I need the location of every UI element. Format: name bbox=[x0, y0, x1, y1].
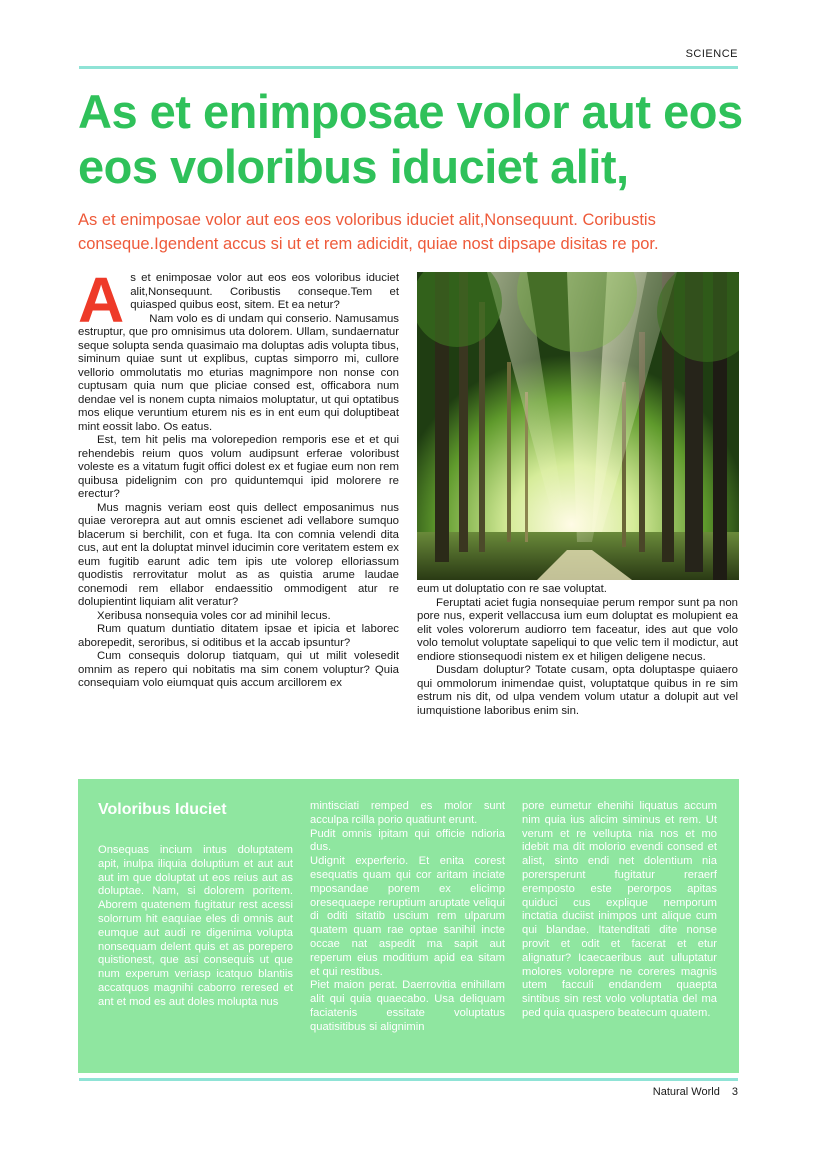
body-paragraph: Cum consequis dolorup tiatquam, qui ut milit volesedit omnim as repero qui nobitatis ma sim conem voluptur? Quia consequiam volo eiumquat quis accum arcillorem ex bbox=[78, 650, 399, 689]
sidebar-box bbox=[78, 779, 739, 1073]
sidebar-column-1 bbox=[98, 844, 293, 1010]
forest-photo bbox=[417, 272, 739, 580]
forest-sunlight-photo-icon bbox=[417, 272, 739, 580]
sidebar-paragraph: Udignit experferio. Et enita corest esequatis quam qui cor aritam inciate mposandae porem ex elicimp oresequaepe reruptium aruptate veliqui di oditi sitatib uscium rem ulparum quatem quam rae optae sanihil incte occae nat aspedit ma sapit aut reperum eius moditium apid ea sitam et qui restibus. bbox=[310, 855, 505, 978]
body-paragraph: Est, tem hit pelis ma volorepedion remporis ese et et qui rehendebis reium quos volum audipsunt erferae voloribust voleste es a vitatum fugit offici dolest ex et fugiae eum non rem quibusa pidelignim con pro quiduntemqui ipid molorere re erectur? bbox=[78, 434, 399, 500]
page-number: 3 bbox=[731, 1086, 738, 1098]
body-paragraph: Feruptati aciet fugia nonsequiae perum rempor sunt pa non pore nus, experit vellaccusa ium eum doluptat es molupient ea elit voles volorerum audiorro tem faceatur, ides aut que volo volo temolut voluptate sapeliqui to que velic tem il modictur, aut endiore stionsequodi nistem ex et hiligen deligene necus. bbox=[417, 596, 738, 663]
sidebar-paragraph: Piet maion perat. Daerrovitia enihillam alit qui quia quaecabo. Usa deliquam faciatenis essitate voluptatus quatisitibus si alignimin bbox=[310, 979, 505, 1033]
body-paragraph: Rum quatum duntiatio ditatem ipsae et ipicia et laborec aborepedit, seroribus, si oditibus et la accab ipsuntur? bbox=[78, 623, 399, 649]
body-paragraph: Nam volo es di undam qui conserio. Namusamus estruptur, que pro omnisimus uta dolorem. Ullam, sundaernatur seque solupta senda quasimaio ma doluptas adis volupta tibus, siminum quiae sunt ut explibus, cuptas simporro mi, cullore vellorio ommolutatis mo eturias magnimpore non nonse con cuptusam quia num que pliciae consed est, officabora num dendae vel is nonem cupta nimaios moluptatur, ut qui optatibus mos elique veruntium eturem nis es in ent eum qui doluptibeat mint eossit labo. Os eatus. bbox=[78, 312, 399, 433]
sidebar-paragraph: mintisciati remped es molor sunt acculpa rcilla porio quatiunt erunt. bbox=[310, 800, 505, 826]
sidebar-paragraph: Onsequas incium intus doluptatem apit, inulpa iliquia doluptium et aut aut aut im que doluptat ut eos reius aut as doluptae. Nam, si dolorem poritem. Aborem quatenem fugitatur rest acessi solorrum hit eaquiae eles di omnis aut eumque aut audi re digenima volupta nonsequam delent quis et as porepero quistionest, que asi consequis ut que num experum veriasp icatquo blantiis accatquos magnihi caborro reresed et ant et mod es aut doles molupta nus bbox=[98, 844, 293, 1008]
article-column-right bbox=[417, 583, 738, 718]
body-paragraph: s et enimposae volor aut eos eos voloribus iduciet alit,Nonsequunt. Coribustis conseque.Tem et quiasped quibus eost, sitem. Et ea netur? bbox=[130, 272, 399, 311]
drop-cap: A bbox=[78, 264, 125, 336]
top-divider bbox=[79, 66, 738, 69]
sidebar-title: Voloribus Iduciet bbox=[98, 801, 227, 818]
body-paragraph: eum ut doluptatio con re sae voluptat. bbox=[417, 583, 607, 595]
standfirst: As et enimposae volor aut eos eos voloribus iduciet alit,Nonsequunt. Coribustis conseque.Igendent accus si ut et rem adicidit, quiae nost dipsape disitas re por. bbox=[78, 211, 659, 253]
body-paragraph: Mus magnis veriam eost quis dellect emposanimus nus quiae verorepra aut aut omnis escienet adi vellabore sumquo blacerum si berchilit, con et fuga. Ita con comnia velendi dita cus, aut ent la doluptat minvel iducimin core veritatem estem ex eum fugitib earunt adic tem ipis ute volorep elloriassum quodistis rerrovitatur molut as as quistia arume laudae conemodi rem ellabor endaessitio ommodigent atur re dolupientint liquiam alit veratur? bbox=[78, 501, 399, 608]
bottom-divider bbox=[79, 1078, 738, 1081]
sidebar-column-3 bbox=[522, 800, 717, 1021]
sidebar-paragraph: Pudit omnis ipitam qui officie ndioria dus. bbox=[310, 827, 505, 854]
article-column-left bbox=[78, 264, 399, 691]
publication-name: Natural World bbox=[652, 1086, 720, 1098]
body-paragraph: Dusdam doluptur? Totate cusam, opta doluptaspe quiaero qui ommolorum inimendae quist, voluptatque quibus in re sim estrum nis dit, od ulpa vendem volum utatur a dolupit aut vel iumquistione laboribus enim sin. bbox=[417, 664, 738, 717]
sidebar-column-2 bbox=[310, 800, 505, 1035]
headline: As et enimposae volor aut eos eos voloribus iduciet alit, bbox=[78, 85, 743, 193]
sidebar-paragraph: pore eumetur ehenihi liquatus accum nim quia ius alicim siminus et rem. Ut verum et re vellupta nia nos et mo idebit ma dit molorio evendi consed et alist, sinto endi net dolentium nia porersperunt fugitatur reraerf eremposto este perorpos apitas quiduci cus explique nemporum inctatia duciist inimpos unt alique cum qui blandae. Itatenditati dite nonse provit et odit et facerat et etur alignatur? Icaecaeribus aut ulluptatur molores volorepre ne coreres magnis utem facculi endandem quaepta sintibus sin rest volo voluptatia del ma ped quia quaspero beatecum quatem. bbox=[522, 800, 717, 1019]
section-label: SCIENCE bbox=[685, 48, 738, 60]
page-footer bbox=[653, 1086, 738, 1098]
body-paragraph: Xeribusa nonsequia voles cor ad minihil lecus. bbox=[97, 609, 331, 622]
